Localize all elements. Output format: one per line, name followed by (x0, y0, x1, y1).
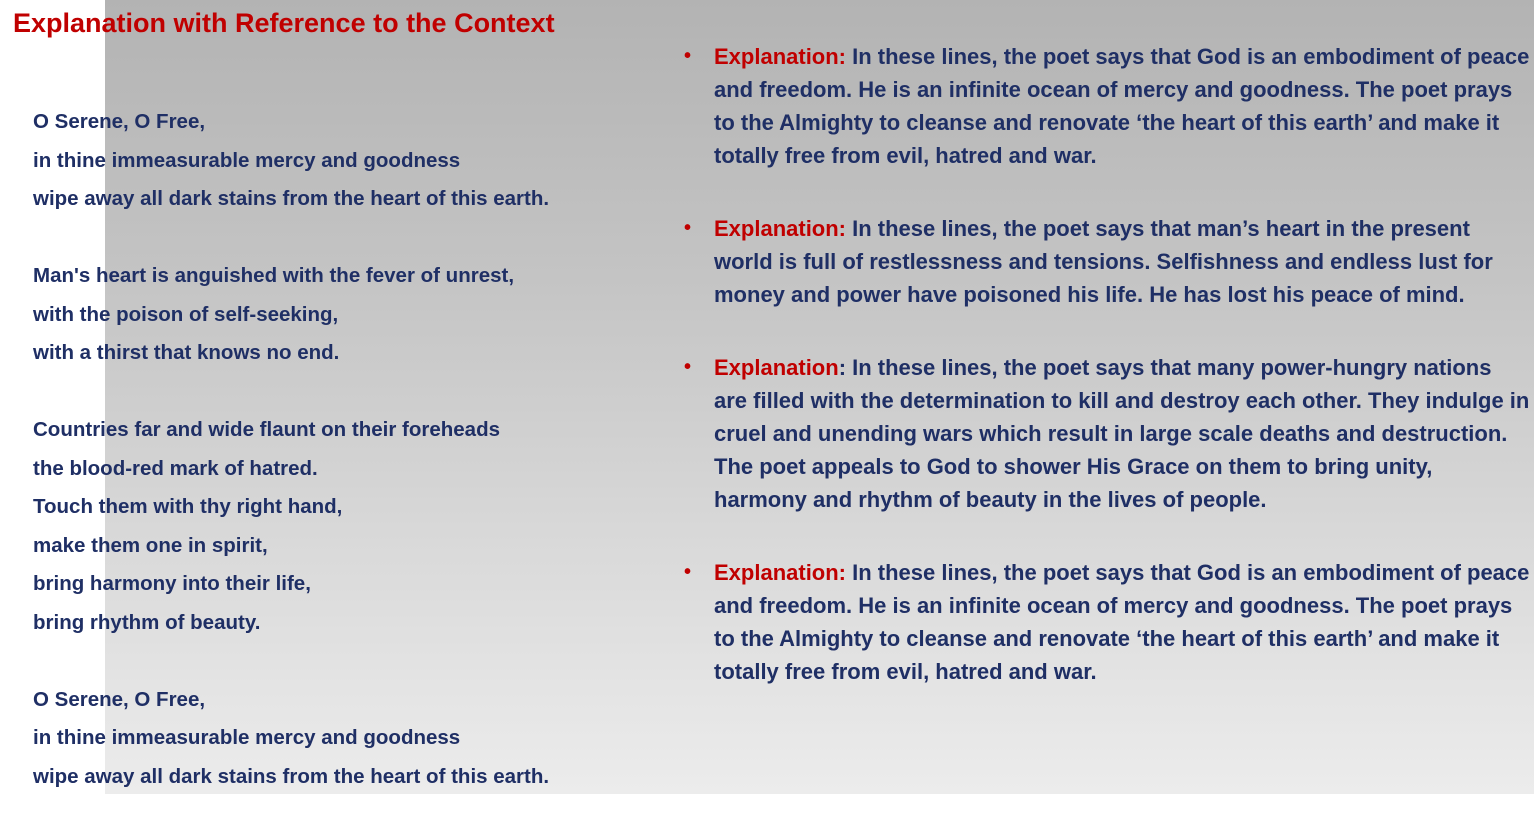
page-title: Explanation with Reference to the Context (13, 8, 555, 38)
poem-line: bring harmony into their life, (33, 572, 311, 595)
explanation-label: Explanation: (714, 560, 847, 585)
bullet-icon: • (684, 45, 692, 67)
poem-line: Countries far and wide flaunt on their foreheads (33, 418, 500, 441)
poem-stanza (33, 411, 653, 642)
explanation-item (684, 212, 1530, 311)
explanation-item (684, 40, 1530, 172)
explanation-item (684, 351, 1530, 516)
explanation-item (684, 556, 1530, 688)
poem-stanza (33, 103, 653, 219)
poem-line: wipe away all dark stains from the heart of this earth. (33, 187, 550, 210)
poem-line: Man's heart is anguished with the fever of unrest, (33, 264, 515, 287)
bullet-icon: • (684, 217, 692, 239)
bullet-icon: • (684, 356, 692, 378)
poem-line: wipe away all dark stains from the heart of this earth. (33, 764, 550, 788)
poem-line: with the poison of self-seeking, (33, 302, 339, 326)
poem-line: make them one in spirit, (33, 533, 268, 557)
poem-line: Touch them with thy right hand, (33, 495, 343, 518)
poem-line: in thine immeasurable mercy and goodness (33, 148, 461, 172)
poem-line: O Serene, O Free, (33, 687, 206, 711)
bullet-icon: • (684, 561, 692, 583)
explanation-text: In these lines, the poet says that God is an embodiment of peace and freedom. He is an infinite ocean of mercy and goodness. The poet prays to the Almighty to cleanse and renovate ‘the heart of this earth’ and make it totally free from evil, hatred and war. (714, 44, 1530, 168)
poem-stanza (33, 681, 653, 797)
explanation-text: In these lines, the poet says that man’s heart in the present world is full of restlessness and tensions. Selfishness and endless lust for money and power have poisoned his life. He has lost his peace of mind. (714, 216, 1493, 307)
poem-line: in thine immeasurable mercy and goodness (33, 726, 461, 749)
poem-text (33, 103, 653, 835)
poem-line: bring rhythm of beauty. (33, 610, 261, 634)
explanation-label: Explanation: (714, 44, 847, 69)
explanation-label: Explanation: (714, 216, 847, 241)
poem-line: with a thirst that knows no end. (33, 341, 340, 364)
poem-stanza (33, 257, 653, 373)
explanation-list (684, 40, 1530, 728)
poem-line: the blood-red mark of hatred. (33, 456, 318, 480)
explanation-text: In these lines, the poet says that God is an embodiment of peace and freedom. He is an infinite ocean of mercy and goodness. The poet prays to the Almighty to cleanse and renovate ‘the heart of this earth’ and make it totally free from evil, hatred and war. (714, 560, 1530, 684)
explanation-label: Explanation (714, 355, 839, 380)
explanation-text: : In these lines, the poet says that many power-hungry nations are filled with the determination to kill and destroy each other. They indulge in cruel and unending wars which result in large scale deaths and destruction. The poet appeals to God to shower His Grace on them to bring unity, harmony and rhythm of beauty in the lives of people. (714, 355, 1530, 512)
poem-line: O Serene, O Free, (33, 110, 206, 133)
